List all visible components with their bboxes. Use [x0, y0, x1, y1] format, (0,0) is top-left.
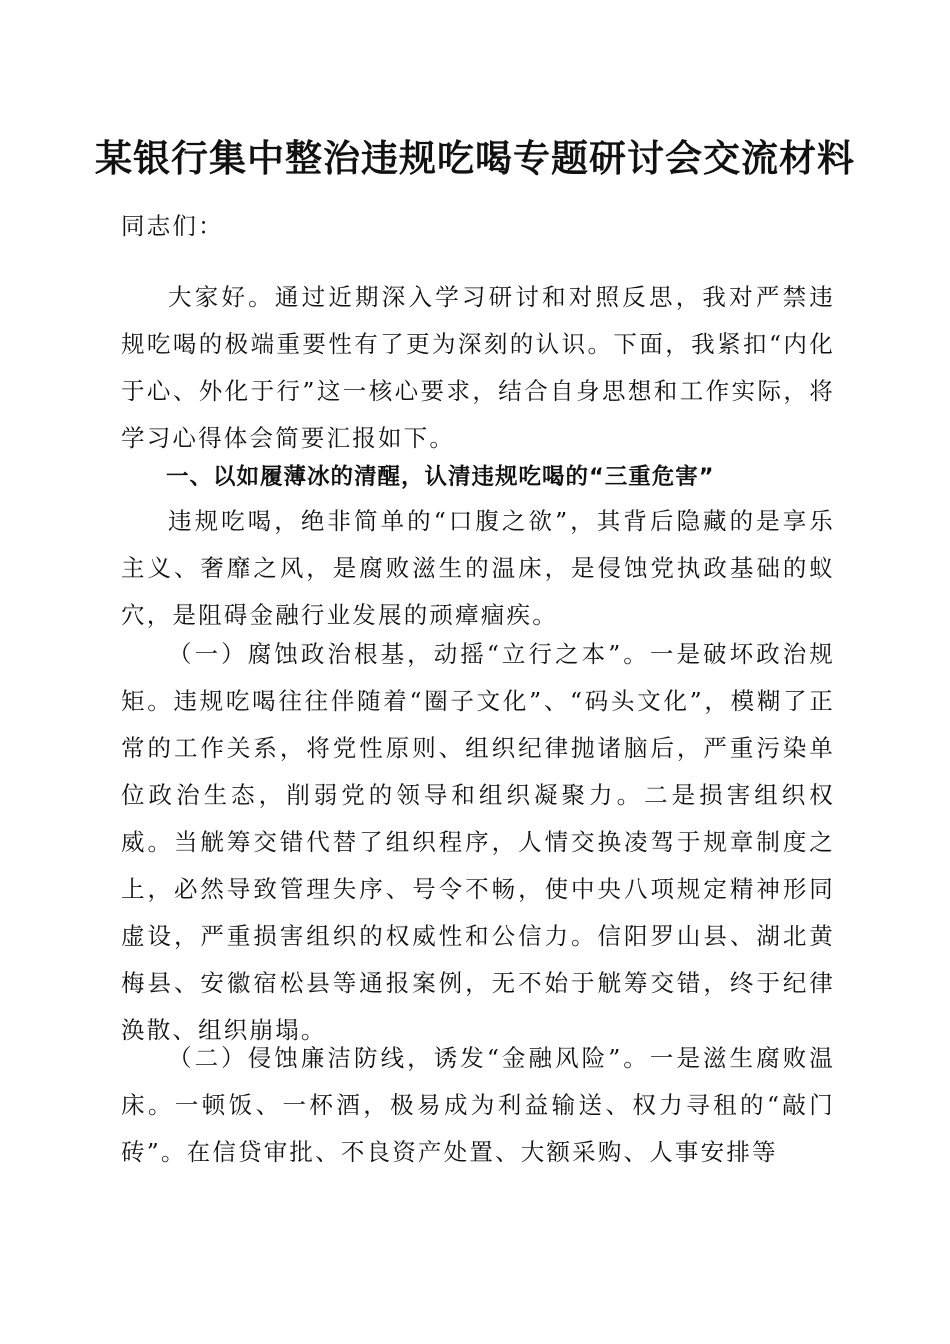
salutation: 同志们： — [121, 212, 224, 240]
point-1-paragraph: （一）腐蚀政治根基，动摇“立行之本”。一是破坏政治规矩。违规吃喝往往伴随着“圈子文化”、“码头文化”，模糊了正常的工作关系，将党性原则、组织纪律抛诸脑后，严重污染单位政治生态，削弱党的领导和组织凝聚力。二是损害组织权威。当觥筹交错代替了组织程序，人情交换凌驾于规章制度之上，必然导致管理失序、号令不畅，使中央八项规定精神形同虚设，严重损害组织的权威性和公信力。信阳罗山县、湖北黄梅县、安徽宿松县等通报案例，无不始于觥筹交错，终于纪律涣散、组织崩塌。 — [121, 640, 835, 1044]
point-2-paragraph: （二）侵蚀廉洁防线，诱发“金融风险”。一是滋生腐败温床。一顿饭、一杯酒，极易成为利益输送、权力寻租的“敲门砖”。在信贷审批、不良资产处置、大额采购、人事安排等 — [121, 1044, 835, 1166]
section-heading-1: 一、以如履薄冰的清醒，认清违规吃喝的“三重危害” — [166, 464, 715, 490]
document-title: 某银行集中整治违规吃喝专题研讨会交流材料 — [95, 136, 855, 180]
section-1-intro-paragraph: 违规吃喝，绝非简单的“口腹之欲”，其背后隐藏的是享乐主义、奢靡之风，是腐败滋生的温床，是侵蚀党执政基础的蚁穴，是阻碍金融行业发展的顽瘴痼疾。 — [121, 507, 835, 629]
intro-paragraph: 大家好。通过近期深入学习研讨和对照反思，我对严禁违规吃喝的极端重要性有了更为深刻的认识。下面，我紧扣“内化于心、外化于行”这一核心要求，结合自身思想和工作实际，将学习心得体会简要汇报如下。 — [121, 283, 835, 452]
